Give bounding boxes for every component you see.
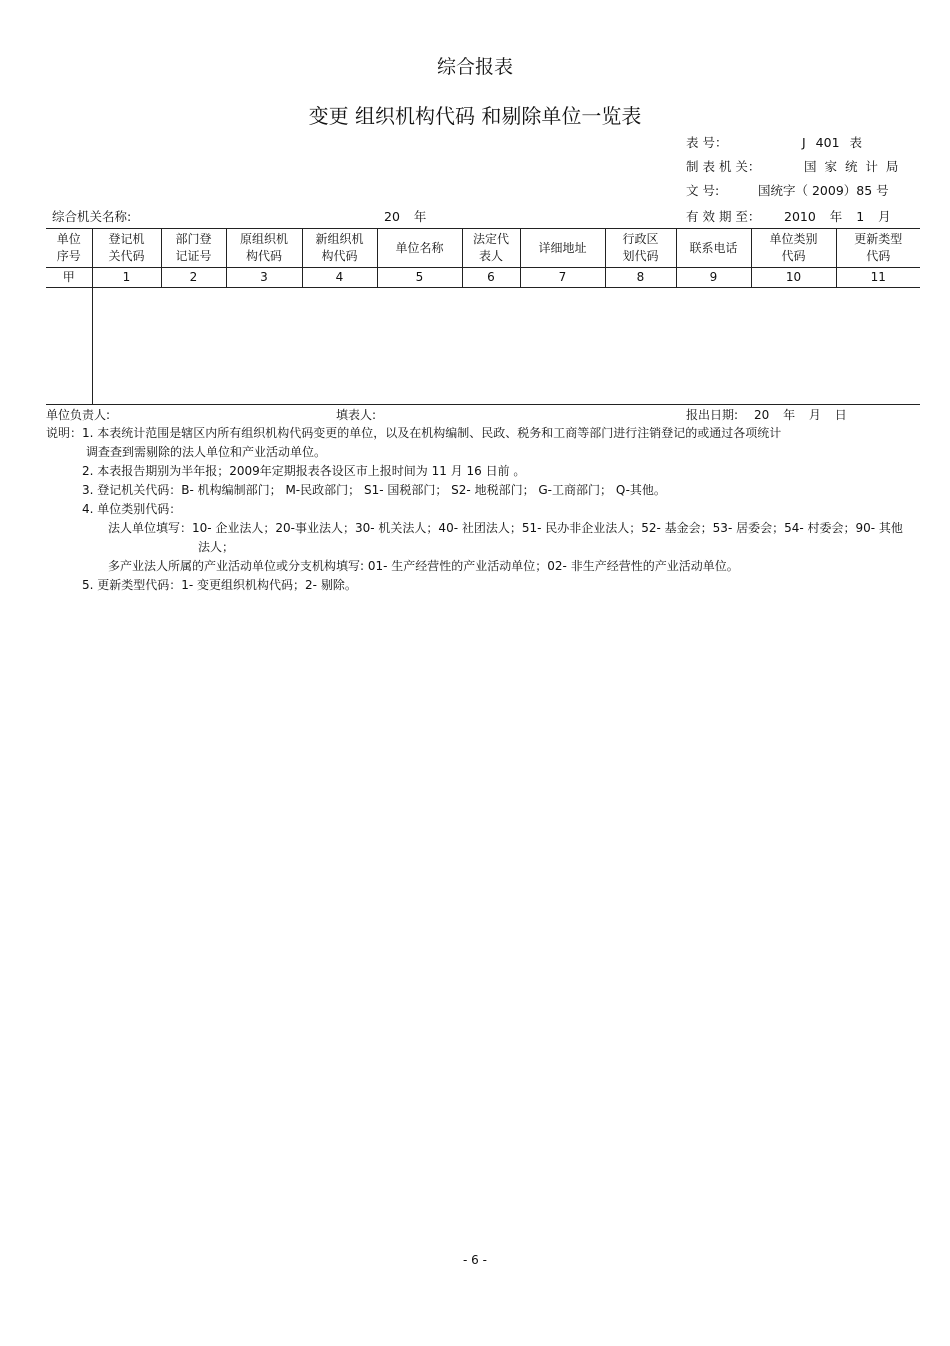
column-number: 8: [605, 268, 676, 288]
report-date-label: 报出日期:: [686, 408, 739, 422]
issuer-label: 制 表 机 关：: [686, 159, 761, 174]
column-header-line: 关代码: [108, 249, 145, 263]
data-entry-area[interactable]: [92, 288, 920, 405]
column-header: [302, 229, 377, 268]
column-number: 7: [520, 268, 605, 288]
column-header-line: 原组织机: [239, 232, 288, 246]
note-3: 3. 登记机关代码：B- 机构编制部门； M-民政部门； S1- 国税部门； S2- 地税部门； G-工商部门； Q-其他。: [82, 483, 666, 497]
table-body-blank: [46, 288, 920, 405]
column-header-line: 记证号: [175, 249, 212, 263]
column-number: 甲: [46, 268, 92, 288]
column-header-line: 更新类型: [854, 232, 903, 246]
column-number: 10: [751, 268, 836, 288]
column-header-line: 单位名称: [395, 240, 444, 255]
column-header-line: 行政区: [622, 232, 659, 246]
column-header-line: 新组织机: [315, 232, 364, 246]
seq-column-cell[interactable]: [46, 288, 92, 405]
column-number: 4: [302, 268, 377, 288]
column-header: [226, 229, 302, 268]
note-1: 说明：1. 本表统计范围是辖区内所有组织机构代码变更的单位，以及在机构编制、民政、税务和工商等部门进行注销登记的或通过各项统计: [46, 426, 782, 440]
note-4: 4. 单位类别代码：: [82, 502, 182, 516]
column-number: 5: [377, 268, 462, 288]
page-number: - 6 -: [463, 1253, 487, 1267]
org-name-label: 综合机关名称:: [52, 209, 132, 224]
page-title: 变更 组织机构代码 和剔除单位一览表: [308, 104, 642, 128]
column-header-line: 法定代: [472, 232, 509, 246]
table-header-row: [46, 229, 920, 268]
note-4-legal-cont: 法人；: [198, 540, 235, 554]
doc-value: 国统字（ 2009）85 号: [758, 183, 889, 198]
valid-value: 2010 年 1 月: [784, 209, 891, 224]
notes-section: [46, 424, 903, 595]
column-number: 1: [92, 268, 161, 288]
column-header-line: 登记机: [108, 232, 145, 246]
column-header-line: 构代码: [321, 249, 358, 263]
column-header: [836, 229, 920, 268]
form-no-label: 表 号：: [686, 135, 728, 150]
note-2: 2. 本表报告期别为半年报；2009年定期报表各设区市上报时间为 11 月 16 日前 。: [82, 464, 526, 478]
column-header-line: 划代码: [622, 249, 659, 263]
column-number: 6: [462, 268, 520, 288]
column-header: [751, 229, 836, 268]
column-header-line: 构代码: [245, 249, 282, 263]
column-header: [605, 229, 676, 268]
column-number: 3: [226, 268, 302, 288]
column-number: 11: [836, 268, 920, 288]
column-header: [676, 229, 751, 268]
column-header-line: 详细地址: [538, 240, 587, 255]
column-header: [377, 229, 462, 268]
filler-label: 填表人:: [336, 408, 377, 422]
note-5: 5. 更新类型代码：1- 变更组织机构代码；2- 剔除。: [82, 578, 357, 592]
column-header-line: 代码: [866, 249, 891, 263]
doc-label: 文 号:: [686, 183, 720, 198]
column-header-line: 联系电话: [689, 240, 738, 255]
column-header: [46, 229, 92, 268]
column-number: 9: [676, 268, 751, 288]
column-header: [520, 229, 605, 268]
valid-label: 有 效 期 至：: [686, 209, 761, 224]
column-header-line: 部门登: [175, 232, 212, 246]
column-header: [92, 229, 161, 268]
note-4-legal: 法人单位填写：10- 企业法人；20-事业法人；30- 机关法人；40- 社团法人；51- 民办非企业法人；52- 基金会；53- 居委会；54- 村委会；90- 其他: [108, 521, 903, 535]
issuer-value: 国 家 统 计 局: [804, 159, 899, 174]
note-4-multi: 多产业法人所属的产业活动单位或分支机构填写: 01- 生产经营性的产业活动单位；02- 非生产经营性的产业活动单位。: [108, 559, 739, 573]
column-header-line: 单位类别: [769, 232, 818, 246]
column-header-line: 序号: [56, 249, 81, 263]
note-1-cont: 调查查到需剔除的法人单位和产业活动单位。: [86, 445, 327, 459]
column-header-line: 代码: [781, 249, 806, 263]
unit-head-label: 单位负责人:: [46, 408, 111, 422]
change-list-table: [46, 228, 920, 405]
report-year: 20 年: [384, 209, 427, 224]
column-header-line: 表人: [478, 249, 503, 263]
report-type-heading: 综合报表: [436, 56, 513, 78]
column-header: [161, 229, 226, 268]
form-no-value: J 401 表: [802, 135, 862, 150]
column-header-line: 单位: [56, 232, 81, 246]
column-number: 2: [161, 268, 226, 288]
table-column-number-row: [46, 268, 920, 288]
column-header: [462, 229, 520, 268]
report-date-value: 20 年 月 日: [754, 408, 847, 422]
